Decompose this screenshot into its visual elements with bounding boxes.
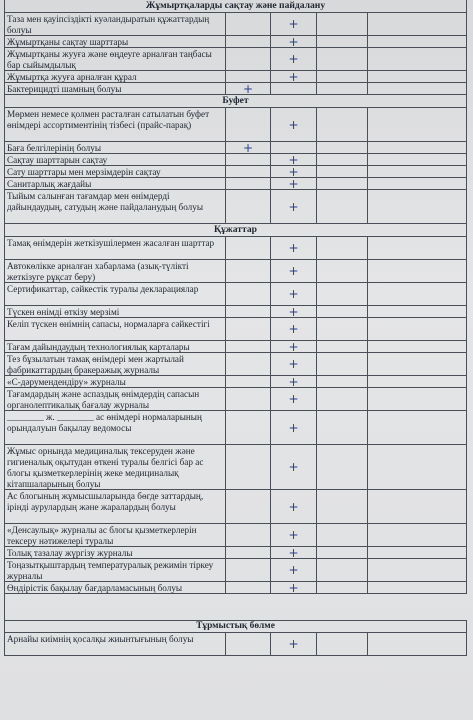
cell-empty	[317, 353, 368, 375]
docs-row	[5, 376, 467, 388]
docs-row	[5, 524, 467, 547]
bufet-row	[5, 108, 467, 142]
cell-empty	[317, 582, 368, 593]
cell-mark	[271, 411, 317, 444]
cell-yes	[226, 341, 271, 352]
handwritten-plus-mark: +	[288, 357, 299, 371]
cell-notes	[368, 237, 467, 259]
criterion-text: Тамақ өнімдерін жеткізушілермен жасалған шарттар	[5, 237, 226, 259]
cell-empty	[317, 260, 368, 282]
handwritten-plus-mark: +	[288, 563, 299, 577]
handwritten-plus-mark: +	[288, 152, 299, 167]
handwritten-plus-mark: +	[288, 264, 299, 278]
handwritten-plus-mark: +	[288, 499, 299, 514]
handwritten-plus-mark: +	[288, 69, 299, 84]
cell-empty	[317, 306, 368, 317]
cell-mark	[271, 142, 317, 153]
cell-notes	[368, 108, 467, 141]
handwritten-plus-mark: +	[288, 637, 299, 651]
cell-mark	[271, 190, 317, 223]
cell-yes	[226, 83, 271, 94]
handwritten-plus-mark: +	[288, 420, 299, 435]
cell-empty	[317, 524, 368, 546]
criterion-text: Тоңазытқыштардың температуралық режимін тіркеу журналы	[5, 559, 226, 581]
cell-mark	[271, 318, 317, 340]
criterion-text: ________ ж. ________ ас өнімдері нормаларының орындалуын бақылау ведомосы	[5, 411, 226, 444]
docs-row	[5, 318, 467, 341]
cell-empty	[317, 559, 368, 581]
cell-notes	[368, 490, 467, 523]
cell-notes	[368, 142, 467, 153]
cell-notes	[368, 411, 467, 444]
eggs-row	[5, 71, 467, 83]
handwritten-plus-mark: +	[288, 199, 299, 214]
cell-notes	[368, 388, 467, 410]
cell-yes	[226, 36, 271, 47]
criterion-text: Жұмыс орнында медициналық тексеруден және гигиеналық оқытудан өткені туралы белгісі бар ас блогы қызметкерлерінің жеке медициналық кітапшаларының болуы	[5, 445, 226, 489]
docs-row	[5, 388, 467, 411]
cell-mark	[271, 83, 317, 94]
cell-empty	[317, 178, 368, 189]
handwritten-plus-mark: +	[288, 117, 299, 132]
handwritten-plus-mark: +	[288, 580, 299, 595]
cell-mark	[271, 524, 317, 546]
docs-row	[5, 306, 467, 318]
eggs-row	[5, 36, 467, 48]
cell-mark	[271, 559, 317, 581]
section-title-bufet: Буфет	[5, 95, 467, 108]
docs-row	[5, 582, 467, 594]
bufet-row	[5, 190, 467, 224]
handwritten-plus-mark: +	[288, 241, 299, 255]
cell-yes	[226, 524, 271, 546]
cell-yes	[226, 166, 271, 177]
criterion-text: Түскен өнімді өткізу мерзімі	[5, 306, 226, 317]
cell-yes	[226, 547, 271, 558]
bufet-row	[5, 142, 467, 154]
handwritten-plus-mark: +	[242, 140, 254, 155]
cell-mark	[271, 108, 317, 141]
cell-empty	[317, 36, 368, 47]
cell-notes	[368, 166, 467, 177]
cell-yes	[226, 388, 271, 410]
eggs-row	[5, 83, 467, 95]
cell-empty	[317, 547, 368, 558]
docs-row	[5, 237, 467, 260]
cell-empty	[317, 376, 368, 387]
cell-mark	[271, 341, 317, 352]
criterion-text: «С-дәрумендендіру» журналы	[5, 376, 226, 387]
cell-notes	[368, 582, 467, 593]
cell-yes	[226, 582, 271, 593]
cell-empty	[317, 445, 368, 489]
cell-mark	[271, 388, 317, 410]
handwritten-plus-mark: +	[288, 339, 299, 354]
criterion-text: Арнайы киімнің қосалқы жиынтығының болуы	[5, 633, 226, 655]
cell-yes	[226, 48, 271, 70]
cell-yes	[226, 190, 271, 223]
cell-empty	[317, 48, 368, 70]
cell-mark	[271, 71, 317, 82]
cell-notes	[368, 445, 467, 489]
cell-notes	[368, 178, 467, 189]
handwritten-plus-mark: +	[288, 374, 299, 389]
cell-mark	[271, 237, 317, 259]
cell-empty	[317, 108, 368, 141]
handwritten-plus-mark: +	[288, 528, 299, 542]
cell-yes	[226, 71, 271, 82]
cell-yes	[226, 376, 271, 387]
cell-mark	[271, 306, 317, 317]
cell-mark	[271, 376, 317, 387]
handwritten-plus-mark: +	[288, 322, 299, 336]
cell-mark	[271, 633, 317, 655]
cell-notes	[368, 633, 467, 655]
criterion-text: Ас блогының жұмысшыларында бөгде заттардың, ірінді аурулардың және жаралардың болуы	[5, 490, 226, 523]
cell-mark	[271, 445, 317, 489]
cell-notes	[368, 154, 467, 165]
docs-row	[5, 445, 467, 490]
criterion-text: Тез бұзылатын тамақ өнімдері мен жартылай фабрикаттардың бракеражық журналы	[5, 353, 226, 375]
cell-yes	[226, 13, 271, 35]
cell-mark	[271, 353, 317, 375]
cell-yes	[226, 306, 271, 317]
cell-yes	[226, 260, 271, 282]
cell-mark	[271, 178, 317, 189]
criterion-text: Жұмыртқа жууға арналған құрал	[5, 71, 226, 82]
cell-mark	[271, 260, 317, 282]
docs-row	[5, 490, 467, 524]
cell-mark	[271, 36, 317, 47]
bufet-row	[5, 178, 467, 190]
cell-empty	[317, 633, 368, 655]
cell-empty	[317, 71, 368, 82]
cell-empty	[317, 13, 368, 35]
handwritten-plus-mark: +	[288, 176, 299, 191]
cell-notes	[368, 71, 467, 82]
cell-empty	[317, 237, 368, 259]
handwritten-plus-mark: +	[288, 164, 299, 179]
cell-notes	[368, 524, 467, 546]
handwritten-plus-mark: +	[288, 460, 299, 474]
cell-empty	[317, 142, 368, 153]
cell-notes	[368, 353, 467, 375]
criterion-text: Сақтау шарттарын сақтау	[5, 154, 226, 165]
criterion-text: Сату шарттары мен мерзімдерін сақтау	[5, 166, 226, 177]
cell-empty	[317, 411, 368, 444]
cell-yes	[226, 178, 271, 189]
cell-mark	[271, 48, 317, 70]
cell-notes	[368, 83, 467, 94]
cell-empty	[317, 83, 368, 94]
section-title-eggs: Жұмыртқаларды сақтау және пайдалану	[5, 0, 467, 13]
criterion-text: Келіп түскен өнімнің сапасы, нормаларға сәйкестігі	[5, 318, 226, 340]
criterion-text: Бактерицидті шамның болуы	[5, 83, 226, 94]
section-title-docs: Құжаттар	[5, 224, 467, 237]
section-title-living: Тұрмыстық бөлме	[5, 620, 467, 633]
eggs-row	[5, 48, 467, 71]
criterion-text: Толық тазалау жүргізу журналы	[5, 547, 226, 558]
cell-yes	[226, 154, 271, 165]
handwritten-plus-mark: +	[288, 304, 299, 319]
cell-mark	[271, 582, 317, 593]
cell-notes	[368, 306, 467, 317]
cell-notes	[368, 190, 467, 223]
cell-notes	[368, 559, 467, 581]
bufet-row	[5, 154, 467, 166]
handwritten-plus-mark: +	[288, 392, 299, 406]
cell-notes	[368, 13, 467, 35]
criterion-text: Мөрмен немесе қолмен расталған сатылатын буфет өнімдері ассортиментінің тізбесі (прайс-парақ)	[5, 108, 226, 141]
cell-mark	[271, 547, 317, 558]
cell-yes	[226, 633, 271, 655]
handwritten-plus-mark: +	[242, 81, 254, 96]
cell-notes	[368, 547, 467, 558]
handwritten-plus-mark: +	[288, 545, 299, 560]
bufet-row	[5, 166, 467, 178]
cell-empty	[317, 318, 368, 340]
cell-notes	[368, 48, 467, 70]
cell-mark	[271, 13, 317, 35]
handwritten-plus-mark: +	[288, 34, 299, 49]
cell-notes	[368, 36, 467, 47]
inspection-table	[4, 0, 467, 656]
cell-yes	[226, 490, 271, 523]
eggs-row	[5, 13, 467, 36]
cell-notes	[368, 376, 467, 387]
cell-notes	[368, 283, 467, 305]
cell-yes	[226, 283, 271, 305]
cell-empty	[317, 490, 368, 523]
criterion-text: Тағам дайындаудың технологиялық карталары	[5, 341, 226, 352]
cell-mark	[271, 283, 317, 305]
criterion-text: Тыйым салынған тағамдар мен өнімдерді дайындаудың, сатудың және пайдаланудың болуы	[5, 190, 226, 223]
cell-empty	[317, 154, 368, 165]
handwritten-plus-mark: +	[288, 17, 299, 31]
docs-row	[5, 283, 467, 306]
cell-mark	[271, 154, 317, 165]
criterion-text: Автокөлікке арналған хабарлама (азық-түлікті жеткізуге рұқсат беру)	[5, 260, 226, 282]
cell-notes	[368, 260, 467, 282]
docs-row	[5, 559, 467, 582]
cell-notes	[368, 341, 467, 352]
cell-yes	[226, 142, 271, 153]
docs-row	[5, 260, 467, 283]
cell-empty	[317, 166, 368, 177]
cell-notes	[368, 318, 467, 340]
criterion-text: Таза мен қауіпсіздікті куәландыратын құжаттардың болуы	[5, 13, 226, 35]
cell-empty	[317, 341, 368, 352]
cell-yes	[226, 559, 271, 581]
cell-mark	[271, 490, 317, 523]
docs-row	[5, 353, 467, 376]
criterion-text: Өндірістік бақылау бағдарламасының болуы	[5, 582, 226, 593]
criterion-text: Жұмыртқаны жууға және өңдеуге арналған таңбасы бар сыйымдылық	[5, 48, 226, 70]
cell-mark	[271, 166, 317, 177]
cell-empty	[317, 190, 368, 223]
docs-row	[5, 411, 467, 445]
criterion-text: Жұмыртқаны сақтау шарттары	[5, 36, 226, 47]
cell-yes	[226, 445, 271, 489]
cell-yes	[226, 318, 271, 340]
docs-row	[5, 341, 467, 353]
criterion-text: Сертификаттар, сәйкестік туралы декларациялар	[5, 283, 226, 305]
cell-empty	[317, 283, 368, 305]
living-row	[5, 633, 467, 656]
criterion-text: Тағамдардың және аспаздық өнімдердің сапасын органолептикалық бағалау журналы	[5, 388, 226, 410]
handwritten-plus-mark: +	[288, 287, 299, 301]
cell-yes	[226, 108, 271, 141]
criterion-text: «Денсаулық» журналы ас блогы қызметкерлерін тексеру нәтижелері туралы	[5, 524, 226, 546]
criterion-text: Санитарлық жағдайы	[5, 178, 226, 189]
cell-empty	[317, 388, 368, 410]
cell-yes	[226, 411, 271, 444]
handwritten-plus-mark: +	[288, 52, 299, 66]
cell-yes	[226, 353, 271, 375]
cell-yes	[226, 237, 271, 259]
docs-row	[5, 547, 467, 559]
criterion-text: Баға белгілерінің болуы	[5, 142, 226, 153]
